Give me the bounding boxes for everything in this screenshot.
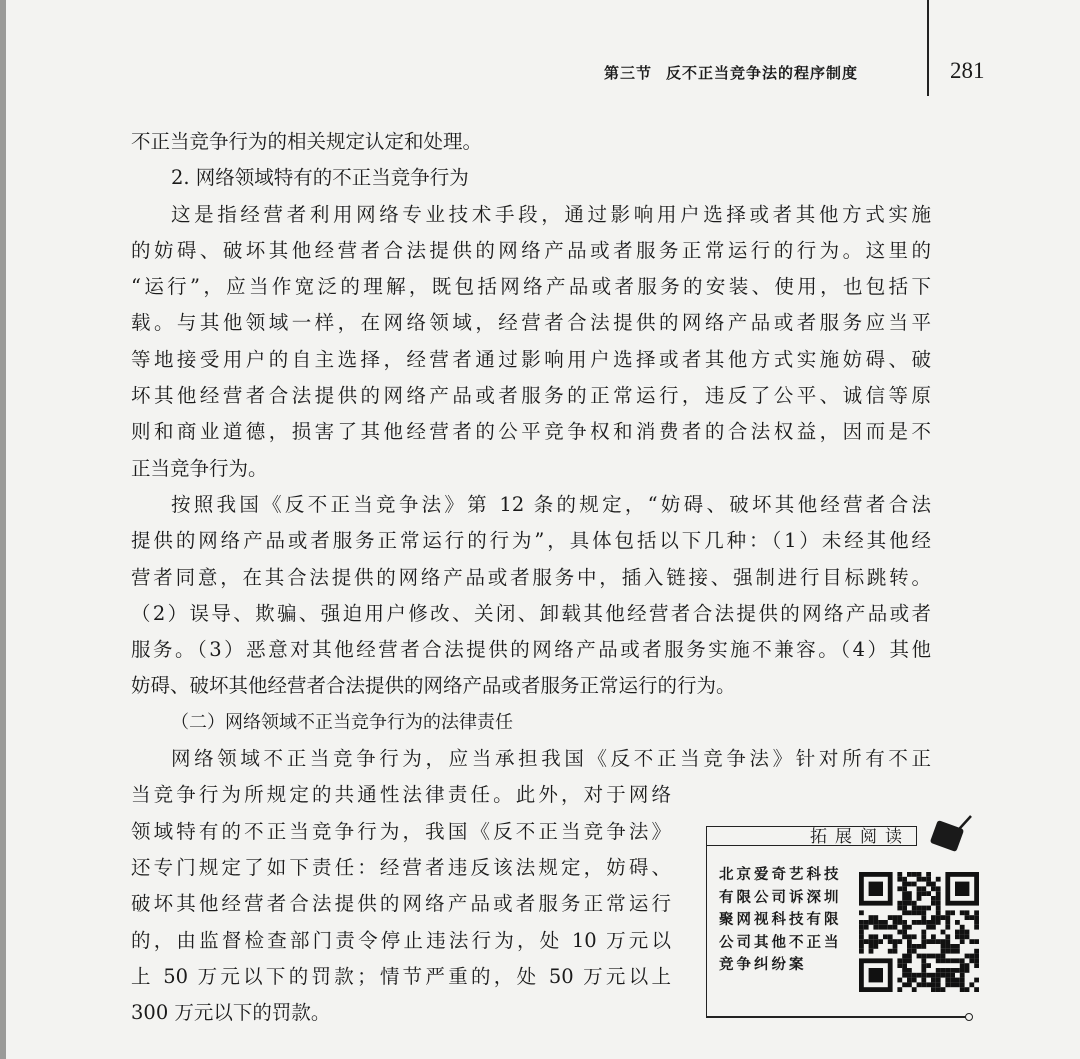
- qr-code-icon[interactable]: [859, 872, 979, 992]
- section-label: 第三节: [604, 64, 653, 82]
- text-line: 载。与其他领域一样，在网络领域，经营者合法提供的网络产品或者服务应当平: [131, 311, 931, 335]
- text-line: 正当竞争行为。: [131, 456, 268, 480]
- header-divider: [927, 0, 929, 96]
- text-line: 妨碍、破坏其他经营者合法提供的网络产品或者服务正常运行的行为。: [131, 674, 736, 698]
- section-title: 反不正当竞争法的程序制度: [666, 64, 859, 82]
- text-line: 上 50 万元以下的罚款；情节严重的，处 50 万元以上: [131, 964, 671, 988]
- text-line: 服务。（3）恶意对其他经营者合法提供的网络产品或者服务实施不兼容。（4）其他: [131, 638, 931, 662]
- text-line: 营者同意，在其合法提供的网络产品或者服务中，插入链接、强制进行目标跳转。: [131, 565, 931, 589]
- text-line: 坏其他经营者合法提供的网络产品或者服务的正常运行，违反了公平、诚信等原: [131, 384, 931, 408]
- page-edge: [0, 0, 6, 1059]
- text-line: 这是指经营者利用网络专业技术手段，通过影响用户选择或者其他方式实施: [171, 202, 931, 226]
- text-line: 不正当竞争行为的相关规定认定和处理。: [131, 130, 483, 153]
- text-line: 网络领域不正当竞争行为，应当承担我国《反不正当竞争法》针对所有不正: [171, 747, 931, 771]
- text-line: 300 万元以下的罚款。: [131, 1001, 331, 1025]
- extended-reading-box: [706, 826, 969, 1018]
- text-line: 当竞争行为所规定的共通性法律责任。此外，对于网络: [131, 783, 671, 807]
- tablet-pen-icon: [929, 814, 973, 854]
- text-line: “运行”，应当作宽泛的理解，既包括网络产品或者服务的安装、使用，也包括下: [131, 275, 931, 299]
- corner-dot: [965, 1013, 973, 1021]
- text-line: 等地接受用户的自主选择，经营者通过影响用户选择或者其他方式实施妨碍、破: [131, 347, 931, 371]
- text-line: 的妨碍、破坏其他经营者合法提供的网络产品或者服务正常运行的行为。这里的: [131, 238, 931, 262]
- page-number: 281: [950, 58, 985, 83]
- running-header: [604, 62, 872, 83]
- text-line: 的，由监督检查部门责令停止违法行为，处 10 万元以: [131, 928, 671, 952]
- text-line: 则和商业道德，损害了其他经营者的公平竞争权和消费者的合法权益，因而是不: [131, 420, 931, 444]
- text-line: （2）误导、欺骗、强迫用户修改、关闭、卸载其他经营者合法提供的网络产品或者: [131, 601, 931, 625]
- text-line: 破坏其他经营者合法提供的网络产品或者服务正常运行: [131, 892, 671, 916]
- text-line: 按照我国《反不正当竞争法》第 12 条的规定，“妨碍、破坏其他经营者合法: [171, 492, 931, 516]
- extended-reading-title: 拓展阅读: [707, 826, 917, 846]
- subheading: 2. 网络领域特有的不正当竞争行为: [171, 166, 469, 190]
- extended-reading-text: 北京爱奇艺科技有限公司诉深圳聚网视科技有限公司其他不正当竞争纠纷案: [719, 867, 842, 973]
- text-line: 还专门规定了如下责任：经营者违反该法规定，妨碍、: [131, 855, 671, 879]
- text-line: 领域特有的不正当竞争行为，我国《反不正当竞争法》: [131, 819, 671, 843]
- section-heading: （二）网络领域不正当竞争行为的法律责任: [171, 711, 513, 733]
- text-line: 提供的网络产品或者服务正常运行的行为”，具体包括以下几种：（1）未经其他经: [131, 529, 931, 553]
